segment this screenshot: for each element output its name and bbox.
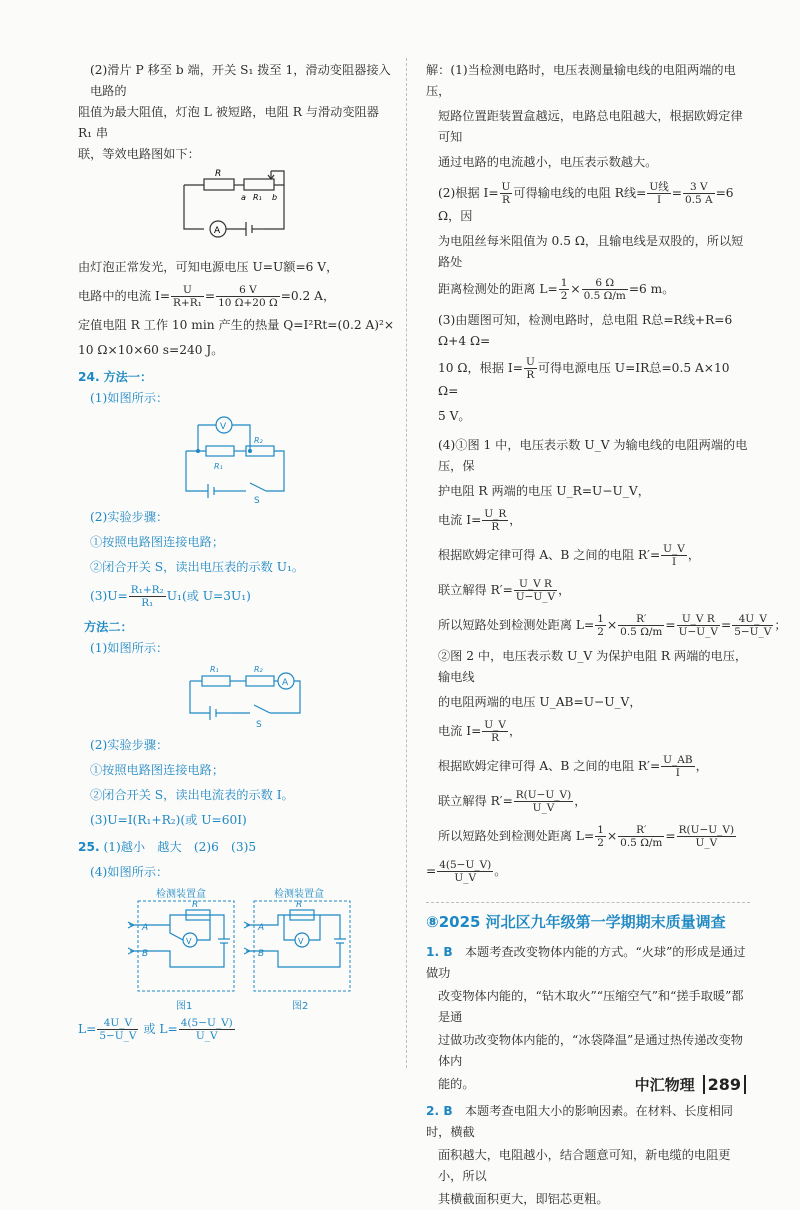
q24-m1-result: (3)U= $\frac{\text{R₁+R₂}}{\text{R₁}}$ U₁(或 U=3U₁): [90, 584, 251, 609]
solution-part4-ohm: 根据欧姆定律可得 A、B 之间的电阻 R′= $\frac{U\_V}{I}$ ，: [438, 543, 701, 568]
c2-label-S: S: [254, 496, 260, 503]
solution-part3-line3: 5 V。: [438, 409, 471, 423]
q24-m1-steps: (2)实验步骤：: [90, 510, 169, 524]
q23-part2-line1: (2)滑片 P 移至 b 端，开关 S₁ 拨至 1，滑动变阻器接入电路的: [90, 63, 391, 98]
page-number: 289: [703, 1075, 746, 1094]
solution-part4-distance: 所以短路处到检测处距离 L= $\frac{1}{2}$ × $\frac{R'}{0.5 \Omega/m}$ = $\frac{\text{U\_V R}}{U-U\_V}$ = $\frac{4U\_V}{5-U\_V}$ ；: [438, 613, 787, 638]
q2-line3: 其横截面积更大，即铝芯更粗。: [438, 1192, 609, 1206]
frac-r1r2-over-r1: $\frac{\text{R₁+R₂}}{\text{R₁}}$: [130, 584, 164, 609]
q2-line1: 2. B 本题考查电阻大小的影响因素。在材料、长度相同时，横截: [426, 1104, 733, 1139]
q24-method1: 24. 方法一：: [78, 370, 153, 384]
q1-line2: 改变物体内能的，“钻木取火”“压缩空气”和“搓手取暖”都是通: [438, 989, 744, 1024]
q23-part2-line3: 联，等效电路图如下：: [78, 147, 200, 161]
q24-m2-step2: ②闭合开关 S，读出电流表的示数 I。: [90, 788, 294, 802]
fig1-label-B: B: [142, 949, 149, 959]
c1-label-R1: R₁: [253, 193, 262, 202]
solution-part5-distance: 所以短路处到检测处距离 L= $\frac{1}{2}$ × $\frac{R'}{0.5 \Omega/m}$ = $\frac{R(U-U\_V)}{U\_V}$: [438, 824, 735, 849]
frac-4uv-over-5-uv: $\frac{4U\_V}{5-U\_V}$: [99, 1017, 137, 1042]
q24-m2-steps: (2)实验步骤：: [90, 738, 169, 752]
fig1-caption: 图1: [176, 1001, 193, 1012]
q23-current-line: 电路中的电流 I= $\frac{U}{\text{R+R₁}}$ = $\frac{6 V}{10 \Omega+20 \Omega}$ =0.2 A，: [78, 284, 336, 309]
q1-answer: 1. B: [426, 945, 453, 959]
q2-answer: 2. B: [426, 1104, 453, 1118]
q23-current-pre: 电路中的电流 I=: [78, 289, 171, 303]
solution-part5-line1: ②图 2 中，电压表示数 U_V 为保护电阻 R 两端的电压，输电线: [438, 649, 748, 684]
solution-part4-line2: 护电阻 R 两端的电压 U_R=U−U_V，: [438, 484, 650, 498]
q24-m1-step2: ②闭合开关 S，读出电压表的示数 U₁。: [90, 560, 305, 574]
q24-m2-figure-caption: (1)如图所示：: [90, 641, 169, 655]
solution-part4-solve: 联立解得 R′= $\frac{\text{U\_V R}}{U-U\_V}$ ，: [438, 578, 571, 603]
frac-6v-over-30ohm: $\frac{6 V}{10 \Omega+20 \Omega}$: [218, 284, 278, 309]
solution-part2-line1: (2)根据 I= $\frac{U}{R}$ 可得输电线的电阻 R线= $\frac{\text{U线}}{I}$ = $\frac{3 V}{0.5 A}$ =6 Ω，因: [438, 181, 734, 223]
page-footer: [635, 1074, 746, 1095]
voltmeter-circuit-diagram: [78, 411, 396, 503]
solution-part3-line1: (3)由题图可知，检测电路时，总电阻 R总=R线+R=6 Ω+4 Ω=: [438, 313, 733, 348]
q25-length-formula: L= $\frac{4U\_V}{5-U\_V}$ 或 L= $\frac{4(5-U\_V)}{U\_V}$: [78, 1017, 233, 1042]
c3-label-A: A: [282, 678, 289, 688]
solution-part5-ohm: 根据欧姆定律可得 A、B 之间的电阻 R′= $\frac{U\_AB}{I}$ ，: [438, 754, 708, 779]
ammeter-circuit-diagram: [78, 661, 396, 731]
solution-part4-current: 电流 I= $\frac{U\_R}{R}$ ，: [438, 508, 522, 533]
q23-part2-line2: 阻值为最大阻值，灯泡 L 被短路，电阻 R 与滑动变阻器 R₁ 串: [78, 105, 379, 140]
fig1-label-R: R: [192, 900, 199, 910]
c1-label-R: R: [215, 169, 222, 179]
c3-label-S: S: [256, 720, 262, 730]
solution-part2-line2: 为电阻丝每米阻值为 0.5 Ω，且输电线是双股的，所以短路处: [438, 234, 744, 269]
solution-part3-line2: 10 Ω，根据 I= $\frac{U}{R}$ 可得电源电压 U=IR总=0.5 A×10 Ω=: [438, 356, 730, 398]
fig2-caption: 图2: [292, 1001, 309, 1012]
frac-4-5-uv-over-uv: $\frac{4(5-U\_V)}{U\_V}$: [180, 1017, 233, 1042]
frac-u-over-r-r1: $\frac{U}{\text{R+R₁}}$: [173, 284, 202, 309]
left-column: [78, 60, 396, 1042]
fig2-label-A: A: [258, 923, 265, 933]
q25-answers: 25. (1)越小 越大 (2)6 (3)5: [78, 840, 257, 854]
fig2-box-title: 检测装置盒: [274, 889, 324, 900]
q24-method2: 方法二：: [84, 620, 133, 634]
q23-heat-line1: 定值电阻 R 工作 10 min 产生的热量 Q=I²Rt=(0.2 A)²×: [78, 318, 395, 332]
q1-line4: 能的。: [438, 1077, 475, 1091]
detection-box-figures: [78, 885, 396, 1015]
solution-part1-line1: 解：(1)当检测电路时，电压表测量输电线的电阻两端的电压，: [426, 63, 736, 98]
solution-part5-line2: 的电阻两端的电压 U_AB=U−U_V，: [438, 695, 642, 709]
solution-part1-line3: 通过电路的电流越小，电压表示数越大。: [438, 155, 658, 169]
q24-m1-figure-caption: (1)如图所示：: [90, 391, 169, 405]
q24-m2-result: (3)U=I(R₁+R₂)(或 U=60I): [90, 813, 247, 827]
q25-figure-caption: (4)如图所示：: [90, 865, 169, 879]
solution-part5-solve: 联立解得 R′= $\frac{R(U-U\_V)}{U\_V}$ ，: [438, 789, 587, 814]
fig2-label-R: R: [296, 900, 303, 910]
q24-number: 24.: [78, 370, 100, 384]
section-title: ⑧2025 河北区九年级第一学期期末质量调查: [426, 913, 726, 931]
c2-label-R1: R₁: [214, 462, 223, 471]
c3-label-R2: R₂: [254, 665, 263, 674]
c1-label-a: a: [241, 193, 246, 202]
q24-m1-step1: ①按照电路图连接电路；: [90, 535, 225, 549]
q24-m2-step1: ①按照电路图连接电路；: [90, 763, 225, 777]
fig1-label-V: V: [186, 937, 192, 946]
solution-part4-line1: (4)①图 1 中，电压表示数 U_V 为输电线的电阻两端的电压，保: [438, 438, 748, 473]
section-title-bar: [426, 902, 750, 932]
fig1-box-title: 检测装置盒: [156, 889, 206, 900]
q1-line3: 过做功改变物体内能的，“冰袋降温”是通过热传递改变物体内: [438, 1033, 743, 1068]
q25-number: 25.: [78, 840, 100, 854]
right-column: [426, 60, 787, 1210]
q23-voltage-line: 由灯泡正常发光，可知电源电压 U=U额=6 V，: [78, 260, 339, 274]
solution-part5-final: = $\frac{4(5-U\_V)}{U\_V}$ 。: [426, 859, 507, 884]
c2-label-R2: R₂: [254, 436, 263, 445]
column-divider: [406, 58, 407, 1068]
equivalent-circuit-diagram: [78, 169, 396, 251]
c1-label-b: b: [272, 193, 278, 202]
fig2-label-B: B: [258, 949, 265, 959]
solution-part1-line2: 短路位置距装置盒越远，电路总电阻越大，根据欧姆定律可知: [438, 109, 743, 144]
solution-part2-line3: 距离检测处的距离 L= $\frac{1}{2}$ × $\frac{6 \Omega}{0.5 \Omega/m}$ =6 m。: [438, 277, 675, 302]
c3-label-R1: R₁: [210, 665, 219, 674]
c1-label-A: A: [214, 226, 221, 236]
solution-part5-current: 电流 I= $\frac{U\_V}{R}$ ，: [438, 719, 522, 744]
book-title: 中汇物理: [634, 1076, 695, 1094]
c2-label-V: V: [220, 422, 227, 432]
q23-heat-line2: 10 Ω×10×60 s=240 J。: [78, 343, 224, 357]
fig2-label-V: V: [298, 937, 304, 946]
q1-line1: 1. B 本题考查改变物体内能的方式。“火球”的形成是通过做功: [426, 945, 746, 980]
fig1-label-A: A: [142, 923, 149, 933]
q2-line2: 面积越大，电阻越小，结合题意可知，新电缆的电阻更小，所以: [438, 1148, 731, 1183]
